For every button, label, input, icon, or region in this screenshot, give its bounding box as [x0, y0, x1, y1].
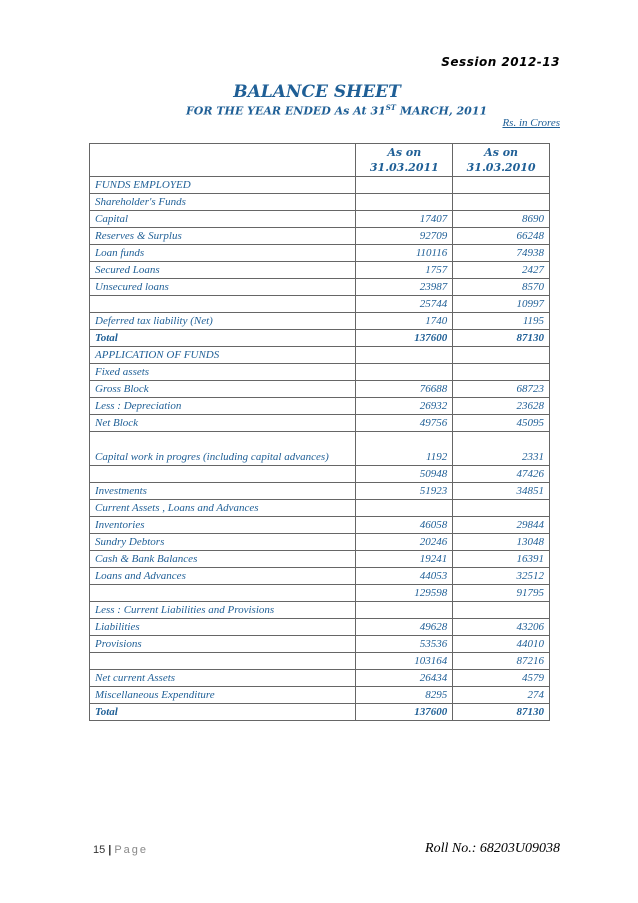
column-header-label: [90, 144, 356, 177]
value-2011: 19241: [356, 551, 453, 568]
value-2010: 32512: [453, 568, 550, 585]
table-row: [90, 466, 550, 483]
row-label: Liabilities: [90, 619, 356, 636]
table-row: [90, 364, 550, 381]
page-title: BALANCE SHEET: [233, 82, 401, 102]
table-row: [90, 500, 550, 517]
table-row: [90, 381, 550, 398]
row-label: Reserves & Surplus: [90, 228, 356, 245]
table-row: [90, 398, 550, 415]
session-label: Session 2012-13: [441, 55, 560, 69]
roll-number: Roll No.: 68203U09038: [425, 841, 560, 856]
table-row: [90, 670, 550, 687]
value-2011: 76688: [356, 381, 453, 398]
value-2011: 92709: [356, 228, 453, 245]
value-2011: 20246: [356, 534, 453, 551]
table-row: [90, 653, 550, 670]
value-2011: 25744: [356, 296, 453, 313]
value-2010: 10997: [453, 296, 550, 313]
value-2010: 2331: [453, 432, 550, 466]
value-2011: [356, 364, 453, 381]
row-label: [90, 585, 356, 602]
value-2011: 51923: [356, 483, 453, 500]
value-2011: 26434: [356, 670, 453, 687]
row-label: Investments: [90, 483, 356, 500]
table-row: [90, 619, 550, 636]
row-label: Total: [90, 704, 356, 721]
page-number: 15 | Page: [93, 844, 149, 856]
value-2011: 17407: [356, 211, 453, 228]
value-2010: 74938: [453, 245, 550, 262]
row-label: Less : Depreciation: [90, 398, 356, 415]
value-2010: 1195: [453, 313, 550, 330]
value-2011: 26932: [356, 398, 453, 415]
row-label: FUNDS EMPLOYED: [90, 177, 356, 194]
row-label: Unsecured loans: [90, 279, 356, 296]
table-row: [90, 585, 550, 602]
table-row: [90, 534, 550, 551]
value-2010: [453, 177, 550, 194]
table-row: [90, 602, 550, 619]
row-label: Cash & Bank Balances: [90, 551, 356, 568]
table-row: [90, 415, 550, 432]
value-2010: 47426: [453, 466, 550, 483]
value-2011: 137600: [356, 330, 453, 347]
value-2010: 87216: [453, 653, 550, 670]
value-2011: 50948: [356, 466, 453, 483]
table-row: [90, 177, 550, 194]
value-2011: 49628: [356, 619, 453, 636]
value-2010: 4579: [453, 670, 550, 687]
value-2010: 43206: [453, 619, 550, 636]
row-label: Less : Current Liabilities and Provisions: [90, 602, 356, 619]
table-row: [90, 228, 550, 245]
value-2011: 49756: [356, 415, 453, 432]
row-label: Fixed assets: [90, 364, 356, 381]
row-label: Provisions: [90, 636, 356, 653]
value-2011: 46058: [356, 517, 453, 534]
row-label: Capital: [90, 211, 356, 228]
row-label: [90, 466, 356, 483]
value-2011: 23987: [356, 279, 453, 296]
value-2010: 45095: [453, 415, 550, 432]
row-label: APPLICATION OF FUNDS: [90, 347, 356, 364]
value-2010: 8570: [453, 279, 550, 296]
table-row: [90, 687, 550, 704]
value-2011: [356, 500, 453, 517]
table-row: [90, 551, 550, 568]
row-label: Sundry Debtors: [90, 534, 356, 551]
value-2011: 137600: [356, 704, 453, 721]
table-row: [90, 313, 550, 330]
units-label: Rs. in Crores: [502, 117, 560, 129]
value-2010: 8690: [453, 211, 550, 228]
value-2010: 68723: [453, 381, 550, 398]
table-row: [90, 211, 550, 228]
value-2011: 1740: [356, 313, 453, 330]
table-row: [90, 330, 550, 347]
row-label: Current Assets , Loans and Advances: [90, 500, 356, 517]
value-2010: 87130: [453, 330, 550, 347]
value-2011: 53536: [356, 636, 453, 653]
value-2010: 2427: [453, 262, 550, 279]
table-row: [90, 568, 550, 585]
row-label: Loans and Advances: [90, 568, 356, 585]
value-2011: 103164: [356, 653, 453, 670]
row-label: [90, 653, 356, 670]
table-row: [90, 636, 550, 653]
row-label: Loan funds: [90, 245, 356, 262]
value-2010: 66248: [453, 228, 550, 245]
value-2010: [453, 602, 550, 619]
value-2010: 16391: [453, 551, 550, 568]
value-2010: [453, 194, 550, 211]
value-2011: 110116: [356, 245, 453, 262]
table-row: [90, 262, 550, 279]
table-row: [90, 483, 550, 500]
value-2010: 29844: [453, 517, 550, 534]
subtitle: FOR THE YEAR ENDED As At 31ST MARCH, 2011: [186, 103, 488, 118]
table-row: [90, 347, 550, 364]
row-label: Miscellaneous Expenditure: [90, 687, 356, 704]
value-2010: 274: [453, 687, 550, 704]
column-header-2011: As on 31.03.2011: [356, 144, 453, 177]
table-row: [90, 194, 550, 211]
row-label: Shareholder's Funds: [90, 194, 356, 211]
value-2011: [356, 602, 453, 619]
table-row: [90, 517, 550, 534]
table-row: [90, 296, 550, 313]
row-label: Deferred tax liability (Net): [90, 313, 356, 330]
value-2010: [453, 500, 550, 517]
value-2010: 87130: [453, 704, 550, 721]
value-2011: [356, 194, 453, 211]
value-2011: 1192: [356, 432, 453, 466]
table-row: [90, 704, 550, 721]
value-2011: [356, 347, 453, 364]
row-label: Secured Loans: [90, 262, 356, 279]
value-2011: 1757: [356, 262, 453, 279]
column-header-2010: As on 31.03.2010: [453, 144, 550, 177]
value-2010: 34851: [453, 483, 550, 500]
value-2011: [356, 177, 453, 194]
row-label: Net current Assets: [90, 670, 356, 687]
value-2010: 13048: [453, 534, 550, 551]
table-row: [90, 432, 550, 466]
row-label: [90, 296, 356, 313]
table-row: [90, 279, 550, 296]
row-label: Gross Block: [90, 381, 356, 398]
table-row: [90, 245, 550, 262]
value-2010: 91795: [453, 585, 550, 602]
value-2011: 44053: [356, 568, 453, 585]
table-header-row: [90, 144, 550, 177]
row-label: Inventories: [90, 517, 356, 534]
value-2011: 8295: [356, 687, 453, 704]
value-2010: 44010: [453, 636, 550, 653]
value-2010: [453, 347, 550, 364]
row-label: Net Block: [90, 415, 356, 432]
row-label: Total: [90, 330, 356, 347]
value-2011: 129598: [356, 585, 453, 602]
value-2010: 23628: [453, 398, 550, 415]
value-2010: [453, 364, 550, 381]
row-label: Capital work in progres (including capital advances): [90, 432, 356, 466]
balance-sheet-table: [89, 143, 550, 721]
